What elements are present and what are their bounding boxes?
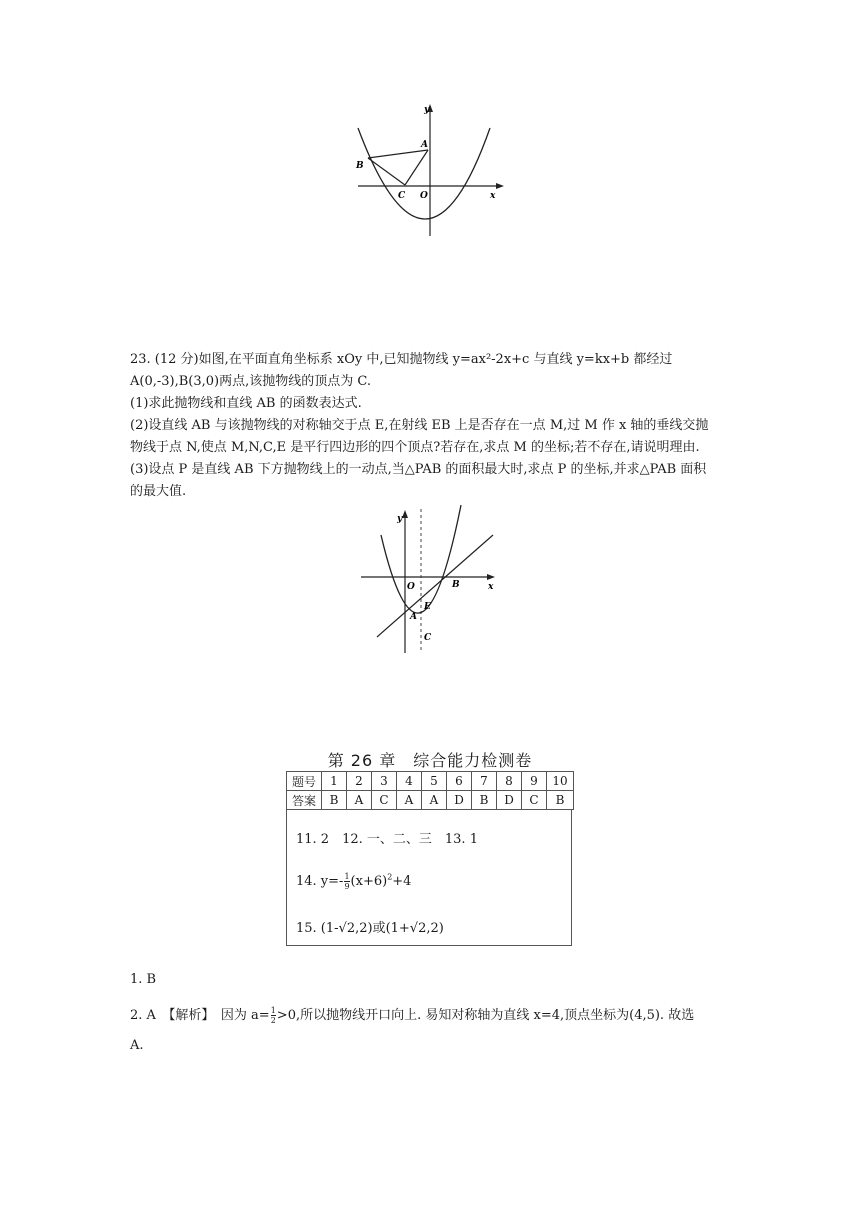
fill-answer-15: 15. (1-√2,2)或(1+√2,2) bbox=[296, 921, 444, 936]
row-header-answer: 答案 bbox=[287, 791, 322, 810]
row-header-number: 题号 bbox=[287, 772, 322, 791]
question-number: 3 bbox=[372, 772, 397, 791]
fill-answers-11-13: 11. 2 12. 一、二、三 13. 1 bbox=[296, 832, 478, 847]
solution-2-suffix: >0,所以抛物线开口向上. 易知对称轴为直线 x=4,顶点坐标为(4,5). 故选 bbox=[276, 1008, 695, 1023]
answer-cell: D bbox=[497, 791, 522, 810]
answer-cell: C bbox=[372, 791, 397, 810]
q23-line-6: (3)设点 P 是直线 AB 下方抛物线上的一动点,当△PAB 的面积最大时,求点 P 的坐标,并求△PAB 面积 bbox=[130, 462, 707, 477]
fig1-label-y: y bbox=[424, 105, 430, 115]
answer-cell: C bbox=[522, 791, 547, 810]
solution-2-prefix: 2. A 【解析】 因为 a= bbox=[130, 1008, 270, 1023]
q23-line-2: A(0,-3),B(3,0)两点,该抛物线的顶点为 C. bbox=[130, 374, 371, 389]
question-number: 5 bbox=[422, 772, 447, 791]
question-number: 1 bbox=[322, 772, 347, 791]
question-number: 6 bbox=[447, 772, 472, 791]
answer-table bbox=[286, 771, 574, 810]
solution-1: 1. B bbox=[130, 972, 157, 987]
q23-line-7: 的最大值. bbox=[130, 484, 187, 499]
fig2-label-y: y bbox=[397, 514, 403, 524]
answer-cell: B bbox=[547, 791, 574, 810]
fig1-label-c: C bbox=[398, 191, 406, 201]
solution-2-end: A. bbox=[130, 1038, 144, 1053]
fill-14-numerator: 1 bbox=[344, 872, 350, 881]
table-row bbox=[287, 791, 574, 810]
answer-cell: D bbox=[447, 791, 472, 810]
fig2-label-o: O bbox=[407, 582, 415, 592]
fig1-label-a: A bbox=[421, 140, 428, 150]
q23-line-4: (2)设直线 AB 与该抛物线的对称轴交于点 E,在射线 EB 上是否存在一点 M,过 M 作 x 轴的垂线交抛 bbox=[130, 418, 709, 433]
fig2-label-a: A bbox=[410, 612, 417, 622]
solution-2-denominator: 2 bbox=[270, 1016, 276, 1025]
q23-line-3: (1)求此抛物线和直线 AB 的函数表达式. bbox=[130, 396, 362, 411]
answer-cell: A bbox=[397, 791, 422, 810]
fig2-label-e: E bbox=[424, 602, 431, 612]
question-number: 8 bbox=[497, 772, 522, 791]
solution-2-fraction bbox=[271, 1006, 276, 1025]
fig2-label-c: C bbox=[424, 633, 432, 643]
fig1-label-o: O bbox=[420, 191, 428, 201]
fill-14-tail: +4 bbox=[392, 874, 412, 889]
fill-14-denominator: 9 bbox=[344, 882, 350, 891]
answer-cell: B bbox=[472, 791, 497, 810]
fill-14-exponent: 2 bbox=[387, 872, 393, 882]
answer-cell: A bbox=[347, 791, 372, 810]
fig1-label-x: x bbox=[490, 191, 496, 201]
fill-14-minus: - bbox=[339, 874, 344, 889]
question-number: 7 bbox=[472, 772, 497, 791]
solution-2-numerator: 1 bbox=[270, 1006, 276, 1015]
table-row bbox=[287, 772, 574, 791]
answer-cell: B bbox=[322, 791, 347, 810]
answer-sheet-title: 第 26 章 综合能力检测卷 bbox=[327, 751, 533, 770]
fig2-label-x: x bbox=[488, 582, 494, 592]
solution-2 bbox=[130, 1004, 694, 1025]
fig2-label-b: B bbox=[452, 580, 460, 590]
fill-answer-14 bbox=[296, 872, 411, 891]
fill-14-prefix: 14. y= bbox=[296, 874, 340, 889]
question-number: 10 bbox=[547, 772, 574, 791]
question-number: 2 bbox=[347, 772, 372, 791]
answer-cell: A bbox=[422, 791, 447, 810]
fill-14-rest: (x+6) bbox=[350, 874, 388, 889]
question-number: 4 bbox=[397, 772, 422, 791]
figure-1-parabola bbox=[350, 100, 510, 240]
fig1-label-b: B bbox=[356, 161, 364, 171]
q23-line-1: 23. (12 分)如图,在平面直角坐标系 xOy 中,已知抛物线 y=ax²-2x+c 与直线 y=kx+b 都经过 bbox=[130, 352, 673, 367]
q23-line-5: 物线于点 N,使点 M,N,C,E 是平行四边形的四个顶点?若存在,求点 M 的坐标;若不存在,请说明理由. bbox=[130, 440, 700, 455]
question-number: 9 bbox=[522, 772, 547, 791]
fill-14-fraction bbox=[344, 872, 349, 891]
figure-2-parabola-line bbox=[355, 505, 500, 655]
